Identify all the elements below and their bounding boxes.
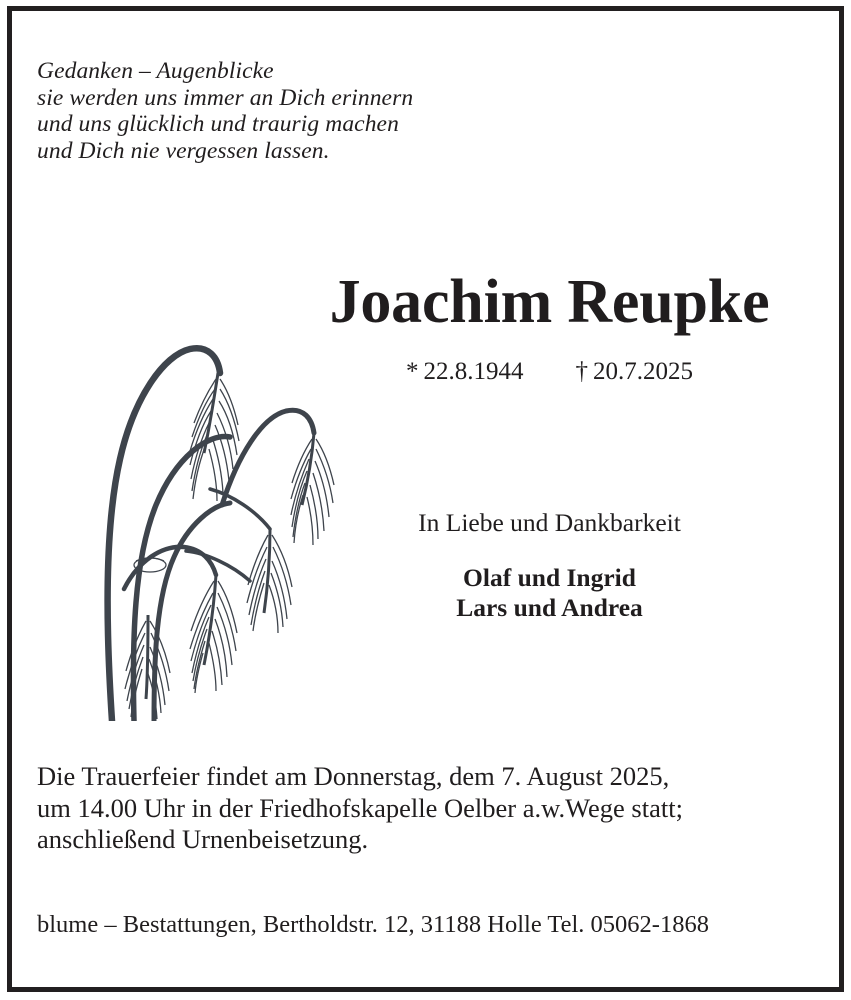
ceremony-line: um 14.00 Uhr in der Friedhofskapelle Oelber a.w.Wege statt; xyxy=(37,792,683,823)
death-date-value: 20.7.2025 xyxy=(593,358,693,385)
verse-line: sie werden uns immer an Dich erinnern xyxy=(37,84,414,111)
ceremony-line: Die Trauerfeier findet am Donnerstag, dem 7. August 2025, xyxy=(37,761,670,791)
birth-star-icon: * xyxy=(406,358,419,385)
birth-date xyxy=(406,358,524,385)
life-dates xyxy=(262,358,837,386)
mourners-list xyxy=(262,563,837,623)
verse-line: und Dich nie vergessen lassen. xyxy=(37,137,330,164)
notice-border-frame xyxy=(7,6,844,992)
ceremony-details xyxy=(37,761,837,856)
verse-line: Gedanken – Augenblicke xyxy=(37,58,274,84)
ceremony-line: anschließend Urnenbeisetzung. xyxy=(37,824,369,854)
mourner-line: Lars und Andrea xyxy=(456,593,643,622)
death-cross-icon: † xyxy=(575,358,588,385)
mourner-line: Olaf und Ingrid xyxy=(463,563,636,592)
verse-line: und uns glücklich und traurig machen xyxy=(37,111,399,137)
funeral-home-footer: blume – Bestattungen, Bertholdstr. 12, 31188 Holle Tel. 05062-1868 xyxy=(37,911,709,938)
deceased-name: Joachim Reupke xyxy=(329,268,770,336)
birth-date-value: 22.8.1944 xyxy=(423,358,524,385)
dedication-heading: In Liebe und Dankbarkeit xyxy=(418,508,681,537)
memorial-verse xyxy=(37,58,557,164)
death-date xyxy=(576,358,694,385)
notice-content-area xyxy=(12,11,839,987)
